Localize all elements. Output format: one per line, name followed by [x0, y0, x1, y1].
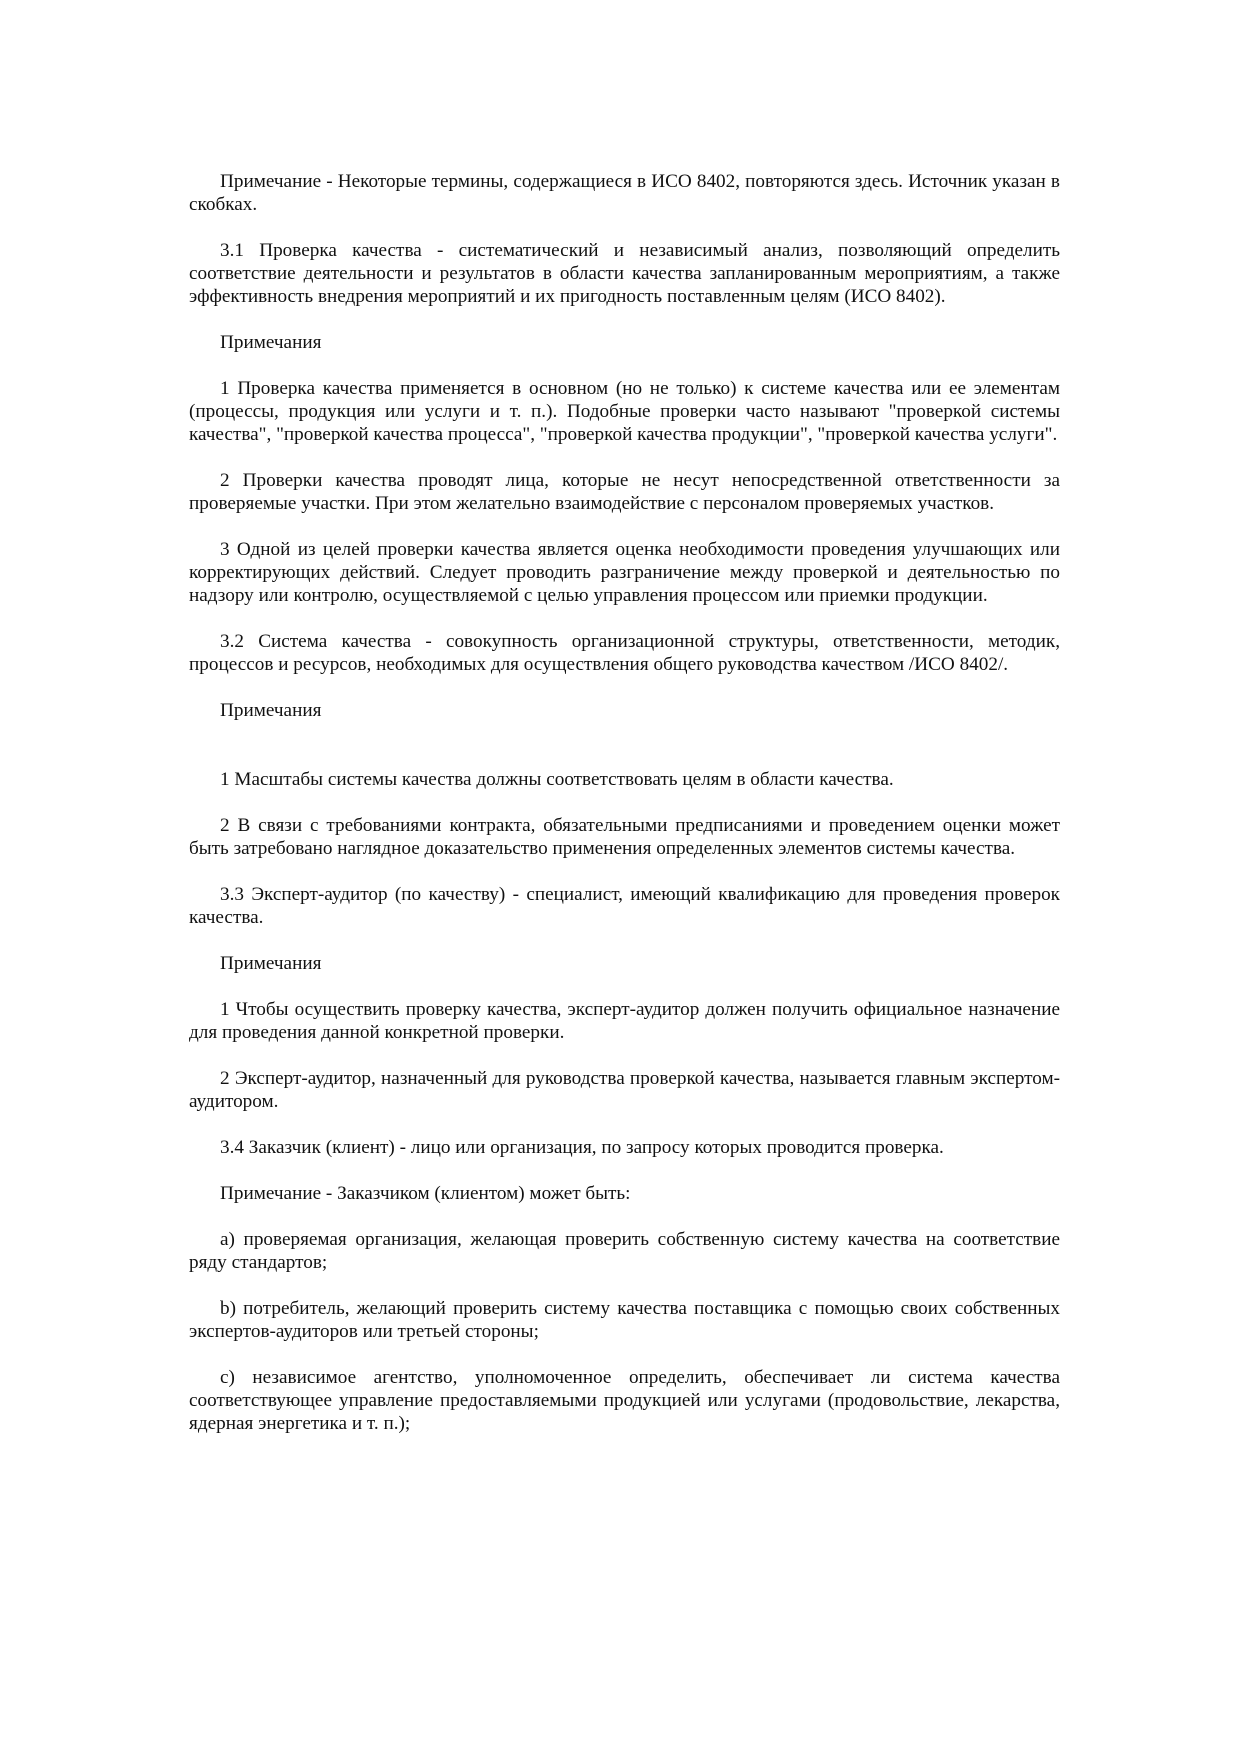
- paragraph-note-client: Примечание - Заказчиком (клиентом) может быть:: [220, 1183, 631, 1204]
- paragraph-note-3: 3 Одной из целей проверки качества является оценка необходимости проведения улучшающих или корректирующих действий. Следует проводить разграничение между проверкой и деятельностью по надзору или контролю, осуществляемой с целью управления процессом или приемки продукции.: [189, 538, 1060, 606]
- paragraph-note-2: 2 Эксперт-аудитор, назначенный для руководства проверкой качества, называется главным экспертом-аудитором.: [189, 1067, 1060, 1112]
- document-body: [189, 171, 1060, 1459]
- paragraph-3-1-quality-audit: 3.1 Проверка качества - систематический и независимый анализ, позволяющий определить соответствие деятельности и результатов в области качества запланированным мероприятиям, а также эффективность внедрения мероприятий и их пригодность поставленным целям (ИСО 8402).: [189, 240, 1060, 307]
- paragraph-note-2: 2 Проверки качества проводят лица, которые не несут непосредственной ответственности за проверяемые участки. При этом желательно взаимодействие с персоналом проверяемых участков.: [189, 469, 1060, 514]
- paragraph-note-1: 1 Чтобы осуществить проверку качества, эксперт-аудитор должен получить официальное назначение для проведения данной конкретной проверки.: [189, 998, 1060, 1043]
- list-item-b: b) потребитель, желающий проверить систему качества поставщика с помощью своих собственных экспертов-аудиторов или третьей стороны;: [189, 1298, 1060, 1342]
- list-item-a: a) проверяемая организация, желающая проверить собственную систему качества на соответствие ряду стандартов;: [189, 1229, 1060, 1273]
- paragraph-note-1: 1 Масштабы системы качества должны соответствовать целям в области качества.: [220, 768, 894, 790]
- paragraph-notes-heading: Примечания: [220, 331, 322, 353]
- paragraph-3-2-quality-system: 3.2 Система качества - совокупность организационной структуры, ответственности, методик, процессов и ресурсов, необходимых для осуществления общего руководства качеством /ИСО 8402/.: [189, 630, 1060, 675]
- paragraph-note-terms: Примечание - Некоторые термины, содержащиеся в ИСО 8402, повторяются здесь. Источник указан в скобках.: [189, 171, 1060, 215]
- paragraph-notes-heading: Примечания: [220, 699, 322, 721]
- paragraph-3-3-auditor: 3.3 Эксперт-аудитор (по качеству) - специалист, имеющий квалификацию для проведения проверок качества.: [189, 883, 1060, 928]
- list-item-c: c) независимое агентство, уполномоченное определить, обеспечивает ли система качества соответствующее управление предоставляемыми продукцией или услугами (продовольствие, лекарства, ядерная энергетика и т. п.);: [189, 1367, 1060, 1434]
- paragraph-note-1: 1 Проверка качества применяется в основном (но не только) к системе качества или ее элементам (процессы, продукция или услуги и т. п.). Подобные проверки часто называют "проверкой системы качества", "проверкой качества процесса", "проверкой качества продукции", "проверкой качества услуги".: [189, 378, 1060, 445]
- paragraph-3-4-client: 3.4 Заказчик (клиент) - лицо или организация, по запросу которых проводится проверка.: [220, 1136, 944, 1158]
- paragraph-notes-heading: Примечания: [220, 952, 322, 974]
- paragraph-note-2: 2 В связи с требованиями контракта, обязательными предписаниями и проведением оценки может быть затребовано наглядное доказательство применения определенных элементов системы качества.: [189, 814, 1060, 859]
